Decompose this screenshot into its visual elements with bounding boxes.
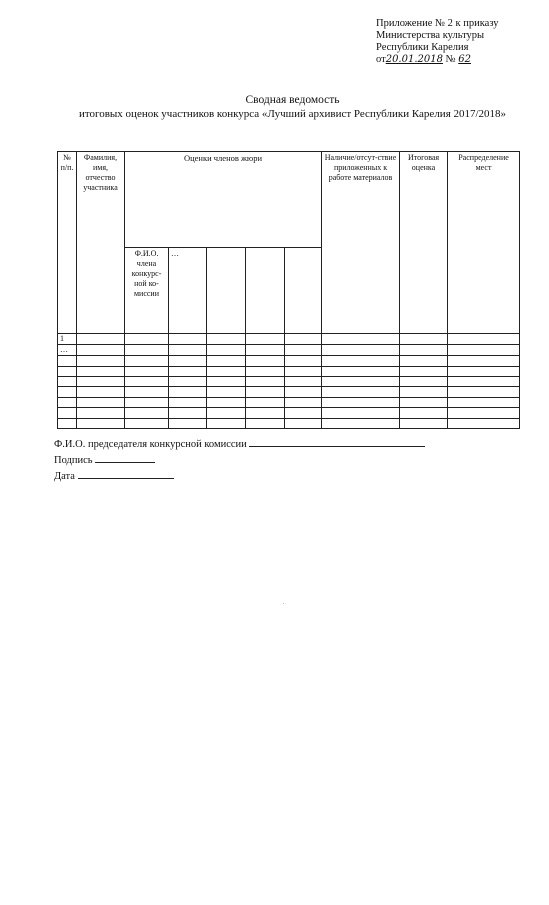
table-cell (58, 387, 77, 397)
approval-date-line (376, 54, 499, 66)
table-cell (169, 387, 207, 397)
table-cell (400, 418, 448, 428)
table-cell (400, 333, 448, 344)
table-cell (448, 333, 520, 344)
table-cell (246, 418, 285, 428)
sign-blank (95, 453, 155, 463)
table-cell (169, 418, 207, 428)
table-row (58, 418, 520, 428)
table-cell (285, 344, 322, 355)
table-cell (285, 333, 322, 344)
table-body (58, 333, 520, 428)
table-cell (322, 408, 400, 418)
table-cell (207, 408, 246, 418)
table-cell (125, 366, 169, 376)
table-cell (77, 356, 125, 366)
table-cell (207, 333, 246, 344)
table-cell (125, 333, 169, 344)
table-cell (77, 377, 125, 387)
approval-line-3: Республики Карелия (376, 42, 469, 53)
table-cell (246, 387, 285, 397)
table-cell (400, 344, 448, 355)
approval-stamp (376, 18, 499, 66)
table-cell (125, 408, 169, 418)
table-cell (448, 418, 520, 428)
header-jury-empty (207, 248, 246, 333)
header-jury-empty (285, 248, 322, 333)
table-row (58, 356, 520, 366)
table-cell (77, 397, 125, 407)
table-cell (246, 377, 285, 387)
table-cell (322, 377, 400, 387)
table-cell (448, 408, 520, 418)
table-cell (169, 344, 207, 355)
table-cell (77, 366, 125, 376)
header-jury-member: Ф.И.О. члена конкурс-ной ко-миссии (125, 248, 169, 333)
header-place: Распределение мест (448, 152, 520, 334)
scan-speck (283, 603, 284, 604)
table-cell (285, 408, 322, 418)
table-cell (77, 333, 125, 344)
table-cell (246, 366, 285, 376)
table-cell (77, 408, 125, 418)
table-cell (58, 397, 77, 407)
table-cell (58, 418, 77, 428)
table-cell (400, 377, 448, 387)
table-cell (400, 366, 448, 376)
table-cell: … (58, 344, 77, 355)
header-total: Итоговая оценка (400, 152, 448, 334)
table-cell (77, 344, 125, 355)
table-cell (285, 356, 322, 366)
header-jury-empty (246, 248, 285, 333)
table-row (58, 344, 520, 355)
table-cell (207, 397, 246, 407)
table-row (58, 333, 520, 344)
number-label: № (445, 54, 456, 65)
sign-label: Подпись (54, 455, 93, 466)
table-cell (125, 397, 169, 407)
table-cell (285, 397, 322, 407)
table-cell (322, 387, 400, 397)
header-name: Фамилия, имя, отчество участника (77, 152, 125, 334)
summary-table (57, 151, 520, 429)
chair-signature-line (54, 437, 425, 450)
table-cell (125, 377, 169, 387)
table-row (58, 397, 520, 407)
header-row (58, 152, 520, 248)
table-cell (169, 333, 207, 344)
document-title: Сводная ведомость (245, 94, 340, 106)
table-cell (207, 387, 246, 397)
header-attachments: Наличие/отсут-ствие приложенных к работе материалов (322, 152, 400, 334)
table-cell (169, 397, 207, 407)
table-cell (125, 387, 169, 397)
table-row (58, 408, 520, 418)
table-cell (285, 377, 322, 387)
signature-line (54, 453, 155, 466)
header-num: № п/п. (58, 152, 77, 334)
table-cell (169, 408, 207, 418)
table-cell (207, 344, 246, 355)
document-subtitle: итоговых оценок участников конкурса «Лучший архивист Республики Карелия 2017/2018» (78, 108, 507, 120)
table-cell (246, 408, 285, 418)
table-cell (207, 377, 246, 387)
table-cell (207, 366, 246, 376)
table-cell (322, 366, 400, 376)
table-cell (246, 356, 285, 366)
table-cell (169, 356, 207, 366)
table-cell (169, 366, 207, 376)
table-cell (285, 387, 322, 397)
table-cell (285, 366, 322, 376)
table-cell: 1 (58, 333, 77, 344)
table-cell (169, 377, 207, 387)
chair-label: Ф.И.О. председателя конкурсной комиссии (54, 439, 247, 450)
table-cell (77, 387, 125, 397)
table-cell (207, 356, 246, 366)
table-cell (58, 356, 77, 366)
table-cell (448, 397, 520, 407)
date-line (54, 469, 174, 482)
header-jury: Оценки членов жюри (125, 152, 322, 248)
approval-line-1: Приложение № 2 к приказу (376, 18, 499, 29)
table-cell (400, 408, 448, 418)
table-cell (448, 366, 520, 376)
table-row (58, 377, 520, 387)
handwritten-date: 20.01.2018 (385, 54, 443, 65)
date-label: Дата (54, 471, 75, 482)
table-cell (322, 397, 400, 407)
chair-blank (249, 437, 425, 447)
table-cell (322, 333, 400, 344)
table-cell (448, 344, 520, 355)
table-cell (322, 418, 400, 428)
table-cell (400, 387, 448, 397)
table-row (58, 366, 520, 376)
date-blank (78, 469, 174, 479)
table-row (58, 387, 520, 397)
table-cell (322, 356, 400, 366)
table-cell (58, 408, 77, 418)
table-cell (125, 418, 169, 428)
table-cell (448, 356, 520, 366)
date-prefix: от (376, 54, 386, 65)
table-cell (77, 418, 125, 428)
table-cell (125, 356, 169, 366)
table-cell (125, 344, 169, 355)
table-cell (246, 344, 285, 355)
table-cell (400, 356, 448, 366)
header-jury-more: … (169, 248, 207, 333)
table-cell (285, 418, 322, 428)
table-cell (246, 333, 285, 344)
table-cell (58, 377, 77, 387)
approval-line-2: Министерства культуры (376, 30, 485, 41)
table-cell (448, 377, 520, 387)
table-cell (58, 366, 77, 376)
table-cell (400, 397, 448, 407)
table-cell (448, 387, 520, 397)
table-cell (246, 397, 285, 407)
table-cell (207, 418, 246, 428)
table-cell (322, 344, 400, 355)
handwritten-number: 62 (458, 54, 471, 65)
